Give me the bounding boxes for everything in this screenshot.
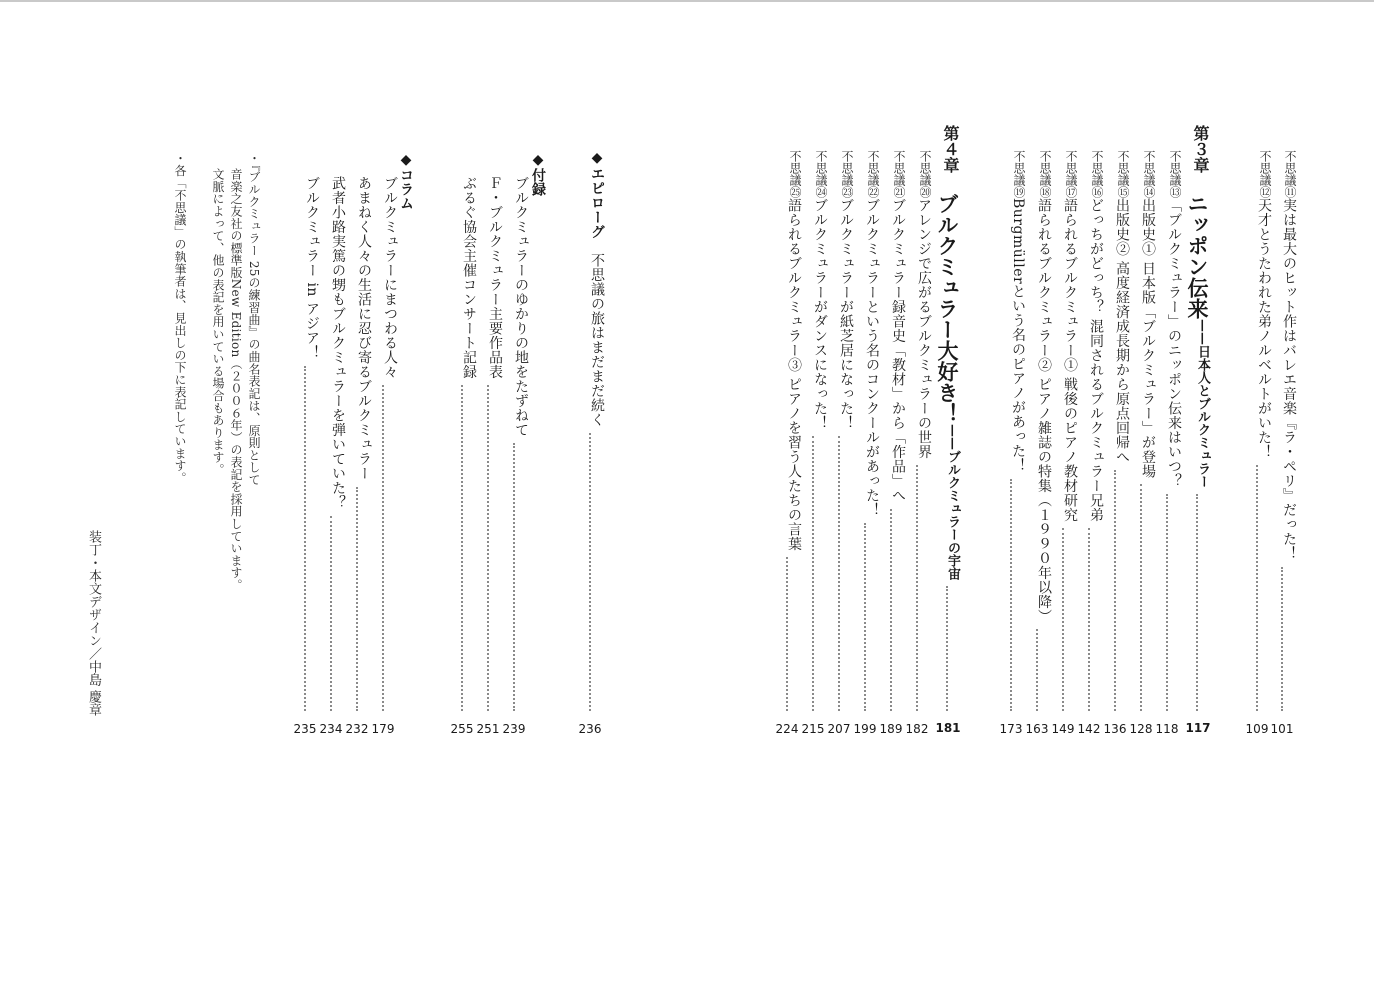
leader-dots — [513, 443, 515, 711]
entry-label: 不思議⑱ — [1038, 150, 1052, 198]
leader-dots — [812, 436, 814, 711]
entry-title: ブルクミュラーという名のコンクールがあった！ — [864, 198, 880, 517]
page-number: 117 — [1185, 721, 1211, 735]
leader-dots — [946, 586, 948, 711]
epilogue-heading: ◆エピローグ — [589, 150, 605, 239]
toc-entry-22 — [851, 150, 879, 735]
page-number: 239 — [502, 722, 526, 736]
page-number: 236 — [578, 722, 602, 736]
entry-title: ブルクミュラーがダンスになった！ — [812, 198, 828, 430]
toc-entry-12 — [1243, 150, 1271, 735]
leader-dots — [382, 385, 384, 711]
chapter-3-heading — [1182, 125, 1212, 735]
toc-appendix-3 — [448, 176, 476, 735]
toc-entry-13 — [1153, 150, 1181, 735]
toc-column-3 — [317, 176, 345, 735]
toc-epilogue — [576, 150, 604, 735]
toc-entry-25 — [773, 150, 801, 735]
toc-appendix-2 — [474, 176, 502, 735]
page-number: 181 — [935, 721, 961, 735]
entry-title: 武者小路実篤の甥もブルクミュラーを弾いていた？ — [330, 176, 346, 510]
entry-title: あまねく人々の生活に忍び寄るブルクミュラー — [356, 176, 372, 481]
toc-entry-11 — [1268, 150, 1296, 735]
entry-label: 不思議㉓ — [840, 150, 854, 198]
entry-title: Burgmüllerという名のピアノがあった！ — [1010, 198, 1026, 473]
toc-entry-19 — [997, 150, 1025, 735]
toc-column-1 — [369, 176, 397, 735]
leader-dots — [1010, 479, 1012, 711]
page-number: 118 — [1155, 722, 1179, 736]
chapter-number: 第３章 — [1191, 125, 1210, 173]
entry-label: 不思議⑪ — [1283, 150, 1297, 198]
entry-title-continued: 「教材」から「作品」へ — [890, 343, 906, 503]
entry-title: 出版史① 日本版「ブルクミュラー」が登場 — [1140, 198, 1156, 479]
chapter-subtitle: ——ブルクミュラーの宇宙 — [945, 424, 960, 580]
page-number: 234 — [319, 722, 343, 736]
chapter-4-heading — [932, 125, 962, 735]
entry-title: 語られるブルクミュラー① 戦後のピアノ教材研究 — [1062, 198, 1078, 522]
toc-entry-18 — [1023, 150, 1051, 735]
page-number: 173 — [999, 722, 1023, 736]
leader-dots — [890, 509, 892, 712]
entry-title: ブルクミュラー in アジア！ — [304, 176, 320, 360]
leader-dots — [1256, 465, 1258, 711]
toc-entry-21 — [877, 150, 905, 735]
page-number: 232 — [345, 722, 369, 736]
leader-dots — [1114, 470, 1116, 711]
design-credit: 装丁・本文デザイン／中島 慶章 — [86, 530, 101, 717]
leader-dots — [461, 385, 463, 711]
toc-entry-23 — [825, 150, 853, 735]
page-number: 128 — [1129, 722, 1153, 736]
leader-dots — [1088, 528, 1090, 711]
toc-entry-16 — [1075, 150, 1103, 735]
entry-label: 不思議⑲ — [1012, 150, 1026, 198]
entry-title: 語られるブルクミュラー② ピアノ雑誌の特集（１９９０年以降） — [1036, 198, 1052, 624]
entry-label: 不思議㉕ — [788, 150, 802, 198]
page-number: 251 — [476, 722, 500, 736]
leader-dots — [356, 487, 358, 712]
entry-title: ブルクミュラーのゆかりの地をたずねて — [513, 176, 529, 437]
leader-dots — [864, 523, 866, 711]
page-number: 101 — [1270, 722, 1294, 736]
entry-title: ぶるぐ協会主催コンサート記録 — [461, 176, 477, 379]
column-heading: ◆コラム — [398, 152, 414, 210]
entry-title: 出版史② 高度経済成長期から原点回帰へ — [1114, 198, 1130, 464]
chapter-number: 第４章 — [941, 125, 960, 173]
entry-label: 不思議㉑ — [892, 150, 906, 198]
epilogue-title: 不思議の旅はまだまだ続く — [589, 253, 605, 427]
page-number: 109 — [1245, 722, 1269, 736]
page-number: 255 — [450, 722, 474, 736]
leader-dots — [1036, 629, 1038, 711]
toc-entry-15 — [1101, 150, 1129, 735]
entry-label: 不思議⑳ — [918, 150, 932, 198]
note-line-4: ・各「不思議」の執筆者は、見出しの下に表記しています。 — [173, 152, 187, 485]
page-number: 149 — [1051, 722, 1075, 736]
note-line-1: ・『ブルクミュラー 25の練習曲』の曲名表記は、原則として — [247, 152, 261, 486]
entry-title: 語られるブルクミュラー③ ピアノを習う人たちの言葉 — [786, 198, 802, 551]
leader-dots — [1196, 494, 1198, 711]
entry-label: 不思議⑮ — [1116, 150, 1130, 198]
page-number: 215 — [801, 722, 825, 736]
note-line-2: 音楽之友社の標準版New Edition（２００６年）の表記を採用しています。 — [229, 168, 243, 592]
leader-dots — [1062, 528, 1064, 711]
appendix-heading: ◆付録 — [530, 152, 546, 196]
page-number: 224 — [775, 722, 799, 736]
leader-dots — [786, 557, 788, 711]
leader-dots — [330, 516, 332, 712]
chapter-subtitle: ——日本人とブルクミュラー — [1195, 319, 1210, 488]
page-number: 182 — [905, 722, 929, 736]
toc-column-4 — [291, 176, 319, 735]
entry-label: 不思議⑰ — [1064, 150, 1078, 198]
page-number: 163 — [1025, 722, 1049, 736]
page-number: 199 — [853, 722, 877, 736]
page-number: 235 — [293, 722, 317, 736]
page-number: 142 — [1077, 722, 1101, 736]
chapter-title: ブルクミュラー大好き！ — [935, 193, 960, 424]
leader-dots — [487, 385, 489, 711]
page-number: 207 — [827, 722, 851, 736]
entry-title: アレンジで広がるブルクミュラーの世界 — [916, 198, 932, 459]
leader-dots — [838, 436, 840, 711]
leader-dots — [589, 433, 591, 711]
entry-label: 不思議⑬ — [1168, 150, 1182, 198]
entry-title: 実は最大のヒット作はバレエ音楽『ラ・ペリ』だった！ — [1281, 198, 1297, 561]
entry-label: 不思議㉔ — [814, 150, 828, 198]
toc-appendix-1 — [500, 176, 528, 735]
toc-entry-14 — [1127, 150, 1155, 735]
toc-entry-17 — [1049, 150, 1077, 735]
leader-dots — [1140, 484, 1142, 711]
entry-label: 不思議⑭ — [1142, 150, 1156, 198]
entry-title: 天才とうたわれた弟ノルベルトがいた！ — [1256, 198, 1272, 459]
toc-column-2 — [343, 176, 371, 735]
page-number: 136 — [1103, 722, 1127, 736]
entry-title: どっちがどっち？ 混同されるブルクミュラー兄弟 — [1088, 198, 1104, 522]
leader-dots — [1281, 567, 1283, 712]
entry-title: Ｆ・ブルクミュラー主要作品表 — [487, 176, 503, 379]
toc-entry-24 — [799, 150, 827, 735]
toc-entry-20 — [903, 150, 931, 735]
entry-title: ブルクミュラー録音史 — [890, 198, 906, 343]
entry-label: 不思議⑫ — [1258, 150, 1272, 198]
chapter-title: ニッポン伝来 — [1185, 193, 1210, 319]
entry-label: 不思議㉒ — [866, 150, 880, 198]
page-number: 179 — [371, 722, 395, 736]
note-line-3: 文脈によって、他の表記を用いている場合もあります。 — [211, 168, 225, 476]
entry-title: ブルクミュラーが紙芝居になった！ — [838, 198, 854, 430]
page-number: 189 — [879, 722, 903, 736]
entry-title: ブルクミュラーにまつわる人々 — [382, 176, 398, 379]
leader-dots — [916, 465, 918, 711]
leader-dots — [1166, 494, 1168, 711]
entry-label: 不思議⑯ — [1090, 150, 1104, 198]
leader-dots — [304, 366, 306, 711]
entry-title: 「ブルクミュラー」のニッポン伝来はいつ？ — [1166, 198, 1182, 488]
